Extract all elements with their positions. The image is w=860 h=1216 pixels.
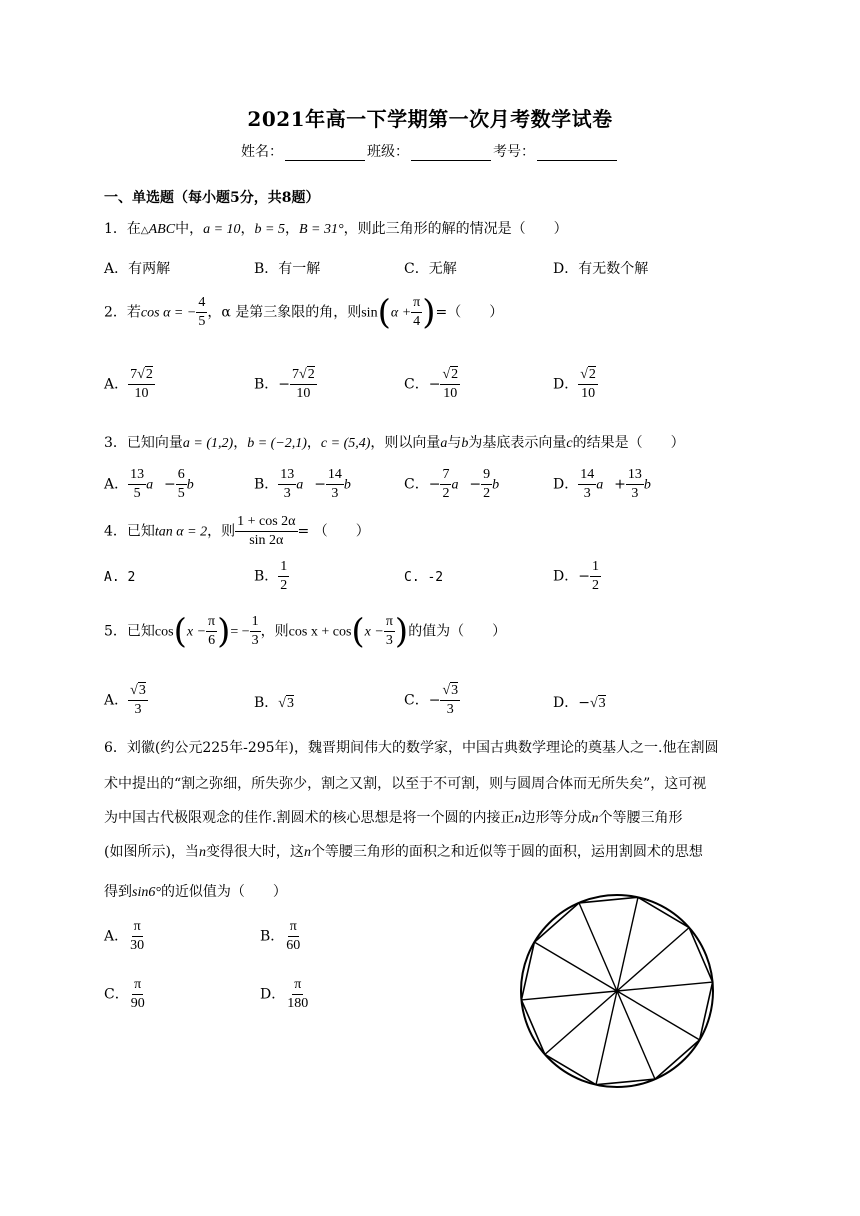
frac-den: 3: [446, 702, 454, 717]
coef: 7: [130, 367, 138, 382]
frac-den: 180: [287, 996, 309, 1011]
option-fraction: [285, 976, 310, 1013]
radius-spoke: [617, 991, 655, 1079]
coef-fraction: [128, 466, 146, 503]
name-label: 姓名：: [241, 144, 283, 160]
frac-num: 6: [176, 466, 187, 485]
q1-comma: ，: [240, 221, 255, 237]
coef-fraction: [440, 466, 451, 503]
q2-pi-fraction: [411, 294, 422, 331]
right-paren: ): [422, 292, 436, 333]
q5-fraction: [250, 613, 261, 650]
q2-option-d[interactable]: [553, 366, 598, 403]
radicand: 3: [286, 696, 294, 711]
frac-num: 7√2: [290, 366, 317, 385]
vector-b: b⃗: [492, 477, 510, 493]
frac-num: 14: [326, 466, 344, 485]
radius-spoke: [521, 991, 617, 1000]
question-3: [104, 432, 685, 452]
vector-a: a⃗: [596, 477, 615, 493]
frac-num: 14: [578, 466, 596, 485]
class-label: 班级：: [367, 144, 409, 160]
q6-n: n: [514, 811, 522, 826]
frac-num: 13: [278, 466, 296, 485]
option-label: B．: [260, 928, 285, 945]
frac-num: π: [411, 294, 422, 313]
coef-fraction: [578, 466, 596, 503]
triangle-symbol: △: [140, 225, 149, 236]
q5-x-minus: x −: [364, 624, 384, 640]
frac-den: 2: [483, 486, 491, 501]
q3-b: b: [461, 436, 469, 451]
radius-spoke: [617, 982, 713, 991]
exam-number-blank[interactable]: [537, 146, 617, 161]
frac-num: 7: [440, 466, 451, 485]
q4-tan: tan α = 2: [154, 524, 208, 540]
inscribed-polygon-figure: [518, 884, 718, 1094]
option-fraction: [128, 918, 146, 955]
q6-text: 得到: [104, 884, 132, 900]
q3-c-vector: c = (5,4): [320, 436, 371, 451]
frac-den: 3: [385, 633, 393, 648]
coef-fraction: [176, 466, 187, 503]
q5-x-minus: x −: [186, 624, 207, 640]
option-fraction: [440, 366, 460, 403]
radicand: 2: [145, 367, 153, 382]
q4-tail: = （ ）: [297, 523, 370, 540]
q4-text: ，则: [207, 523, 236, 540]
option-label: C．: [404, 692, 429, 709]
radius-spoke: [596, 991, 617, 1085]
q3-c: c: [566, 436, 573, 451]
question-5: [104, 613, 506, 650]
section-heading: 一、单选题（每小题5分，共8题）: [104, 190, 320, 206]
option-label: A．: [104, 476, 129, 493]
question-2: [104, 294, 503, 331]
frac-den: 3: [251, 633, 259, 648]
inscribed-polygon: [521, 897, 712, 1084]
option-label: A．: [104, 928, 129, 945]
q6-text: 变得很大时，这: [205, 844, 304, 860]
frac-num: √2: [578, 366, 598, 385]
option-fraction: [590, 558, 601, 595]
q2-cos: cos α = −: [140, 305, 197, 321]
frac-num: √2: [440, 366, 460, 385]
radius-spoke: [545, 991, 617, 1054]
q5-cos: cos: [154, 624, 174, 640]
frac-num: π: [288, 918, 299, 937]
frac-num: 1: [278, 558, 289, 577]
right-paren: ): [394, 611, 409, 652]
radicand: 3: [451, 683, 459, 698]
q5-option-d[interactable]: D．−√3: [553, 695, 606, 711]
frac-den: 10: [443, 386, 458, 401]
option-label: D．: [553, 476, 579, 493]
q6-n: n: [198, 845, 206, 860]
frac-num: π: [132, 918, 143, 937]
q3-option-c[interactable]: [404, 466, 510, 503]
radius-spoke: [534, 942, 617, 991]
radius-spoke: [617, 928, 689, 991]
q6-text: 个等腰三角形: [598, 810, 683, 826]
frac-den: 3: [283, 486, 291, 501]
q5-text: ，则: [260, 623, 289, 640]
option-fraction: [278, 558, 289, 595]
student-info-line: [0, 141, 860, 161]
radicand: 3: [138, 683, 146, 698]
coef-fraction: [278, 466, 296, 503]
q6-text: 边形等分成: [521, 810, 592, 826]
option-label: C．: [404, 476, 429, 493]
vector-b: b⃗: [643, 477, 662, 493]
q6-line-3: [104, 808, 764, 829]
frac-den: sin 2α: [249, 533, 284, 548]
q4-option-a[interactable]: A. 2: [104, 570, 136, 585]
name-blank[interactable]: [285, 146, 365, 161]
q6-n: n: [303, 845, 311, 860]
frac-den: 90: [130, 996, 145, 1011]
q1-tail: ，则此三角形的解的情况是（ ）: [343, 221, 568, 237]
frac-den: 10: [296, 386, 311, 401]
option-label: C．: [404, 376, 429, 393]
q6-text: 个等腰三角形的面积之和近似等于圆的面积，运用割圆术的思想: [310, 844, 703, 860]
frac-den: 10: [581, 386, 596, 401]
frac-den: 5: [133, 486, 141, 501]
q1-option-c[interactable]: C．无解: [404, 261, 457, 277]
q1-comma: ，: [284, 221, 299, 237]
coef-fraction: [626, 466, 644, 503]
class-blank[interactable]: [411, 146, 491, 161]
q2-option-a[interactable]: [104, 366, 155, 403]
option-label: D．: [553, 695, 579, 711]
q5-option-b[interactable]: B．√3: [254, 695, 294, 711]
option-label: D．: [553, 568, 579, 585]
frac-den: 2: [591, 578, 599, 593]
q4-text: 4．已知: [104, 523, 155, 540]
option-label: B．: [254, 568, 279, 585]
q2-option-c[interactable]: [404, 366, 460, 403]
frac-num: π: [292, 976, 303, 995]
q3-a-vector: a = (1,2): [182, 436, 234, 451]
radius-spoke: [617, 991, 700, 1040]
frac-num: 9: [481, 466, 492, 485]
radius-spoke: [579, 903, 617, 991]
q6-text: 的近似值为（ ）: [160, 884, 287, 900]
q2-mid: ，α 是第三象限的角，则: [207, 304, 362, 321]
q2-num: 2．若: [104, 304, 141, 321]
question-4: [104, 513, 370, 550]
q5-option-a[interactable]: [104, 682, 148, 719]
coef-fraction: [326, 466, 344, 503]
exam-number-label: 考号：: [493, 144, 535, 160]
q2-alpha-plus: α +: [390, 305, 412, 321]
sign: −: [428, 376, 441, 393]
q3-sep: ，: [306, 435, 321, 451]
q5-expr: cos x + cos: [288, 624, 352, 640]
frac-den: 3: [134, 702, 142, 717]
q6-line-4: [104, 842, 764, 863]
option-label: A．: [104, 692, 129, 709]
radius-spoke: [617, 897, 638, 991]
question-1: [104, 218, 568, 238]
option-label: B．: [254, 476, 279, 493]
q6-option-b[interactable]: [260, 918, 302, 955]
q2-option-b[interactable]: [254, 366, 317, 403]
q6-option-a[interactable]: [104, 918, 146, 955]
q4-option-d[interactable]: [553, 558, 601, 595]
frac-num: 7√2: [128, 366, 155, 385]
option-fraction: [284, 918, 302, 955]
q6-option-c[interactable]: [104, 976, 147, 1013]
coef: 7: [292, 367, 300, 382]
q2-tail: =（ ）: [435, 304, 504, 321]
operator: −: [314, 476, 326, 493]
frac-num: 13: [128, 466, 146, 485]
sign: −: [578, 695, 590, 711]
frac-den: 2: [280, 578, 288, 593]
frac-den: 3: [631, 486, 639, 501]
option-fraction: [290, 366, 317, 403]
q1-a-eq: a = 10: [203, 222, 241, 237]
option-label: C．: [104, 986, 129, 1003]
frac-num: 1: [590, 558, 601, 577]
q3-option-d[interactable]: [553, 466, 662, 503]
vector-a: a⃗: [296, 477, 315, 493]
q1-b-eq: b = 5: [254, 222, 285, 237]
q6-text: 为中国古代极限观念的佳作.割圆术的核心思想是将一个圆的内接正: [104, 810, 515, 826]
radicand: 2: [451, 367, 459, 382]
frac-den: 5: [198, 314, 206, 329]
q4-option-c[interactable]: C. -2: [404, 570, 444, 585]
right-paren: ): [217, 611, 231, 652]
frac-num: π: [132, 976, 143, 995]
sign: −: [578, 568, 590, 585]
option-fraction: [128, 366, 155, 403]
option-fraction: [129, 976, 147, 1013]
q6-line-1: 6．刘徽(约公元225年-295年)，魏晋期间伟大的数学家，中国古典数学理论的奠基人之一.他在割圆: [104, 740, 719, 756]
q6-line-2: 术中提出的“割之弥细，所失弥少，割之又割，以至于不可割，则与圆周合体而无所失矣”，这可视: [104, 776, 707, 792]
option-label: B．: [254, 695, 279, 711]
vector-a: a⃗: [146, 477, 165, 493]
frac-den: 2: [442, 486, 450, 501]
q1-num: 1．在: [104, 221, 141, 237]
q1-option-d[interactable]: D．有无数个解: [553, 261, 649, 277]
operator: −: [469, 476, 482, 493]
q4-option-b[interactable]: [254, 558, 289, 595]
q4-fraction: [235, 513, 297, 550]
sign: −: [428, 476, 441, 493]
option-label: B．: [254, 376, 279, 393]
left-paren: (: [351, 611, 365, 652]
q5-pi-fraction: [384, 613, 395, 650]
q3-sep: ，: [233, 435, 248, 451]
q2-fraction: [196, 294, 207, 331]
frac-den: 3: [583, 486, 591, 501]
q5-text: 5．已知: [104, 623, 155, 640]
vector-a: a⃗: [451, 477, 470, 493]
q1-B-eq: B = 31°: [298, 222, 344, 237]
option-fraction: [128, 682, 148, 719]
frac-num: √3: [440, 682, 460, 701]
frac-den: 5: [177, 486, 185, 501]
q5-option-c[interactable]: [404, 682, 460, 719]
frac-den: 3: [331, 486, 339, 501]
q3-a: a: [440, 436, 448, 451]
q3-b-vector: b = (−2,1): [247, 436, 307, 451]
left-paren: (: [173, 611, 187, 652]
sign: −: [278, 376, 291, 393]
q6-sin6: sin6°: [132, 885, 161, 900]
option-fraction: [440, 682, 460, 719]
q1-option-a[interactable]: A．有两解: [104, 261, 171, 277]
frac-num: π: [206, 613, 217, 632]
q5-tail: 的值为（ ）: [408, 623, 507, 640]
radicand: 3: [598, 696, 606, 711]
frac-num: 1 + cos 2α: [235, 513, 297, 532]
frac-den: 60: [286, 938, 301, 953]
frac-num: 1: [250, 613, 261, 632]
q3-text: 3．已知向量: [104, 435, 183, 451]
option-fraction: [578, 366, 598, 403]
frac-den: 6: [208, 633, 216, 648]
exam-title: 2021年高一下学期第一次月考数学试卷: [247, 107, 613, 131]
q3-option-a[interactable]: [104, 466, 205, 503]
q3-text: 的结果是（ ）: [572, 435, 685, 451]
option-label: D．: [260, 986, 286, 1003]
option-label: A．: [104, 376, 129, 393]
vector-b: b⃗: [186, 477, 205, 493]
frac-den: 10: [134, 386, 149, 401]
q3-option-b[interactable]: [254, 466, 362, 503]
q3-with: 与: [447, 435, 462, 451]
frac-den: 4: [413, 314, 421, 329]
left-paren: (: [377, 292, 391, 333]
frac-den: 30: [130, 938, 145, 953]
frac-num: √3: [128, 682, 148, 701]
q1-mid: 中，: [175, 221, 204, 237]
q5-eq: = −: [230, 624, 250, 640]
coef-fraction: [481, 466, 492, 503]
q6-text: (如图所示)，当: [104, 844, 199, 860]
option-label: D．: [553, 376, 579, 393]
vector-b: b⃗: [343, 477, 362, 493]
frac-num: 13: [626, 466, 644, 485]
frac-num: 4: [196, 294, 207, 313]
q6-n: n: [591, 811, 599, 826]
radicand: 2: [588, 367, 596, 382]
q2-sin: sin: [361, 305, 378, 321]
frac-num: π: [384, 613, 395, 632]
sign: −: [428, 692, 441, 709]
q5-pi-fraction: [206, 613, 217, 650]
q1-option-b[interactable]: B．有一解: [254, 261, 321, 277]
q1-abc: ABC: [148, 222, 176, 237]
operator: +: [614, 476, 626, 493]
q3-text: 为基底表示向量: [468, 435, 567, 451]
operator: −: [164, 476, 176, 493]
q3-text: ，则以向量: [370, 435, 441, 451]
radicand: 2: [307, 367, 315, 382]
q6-option-d[interactable]: [260, 976, 310, 1013]
